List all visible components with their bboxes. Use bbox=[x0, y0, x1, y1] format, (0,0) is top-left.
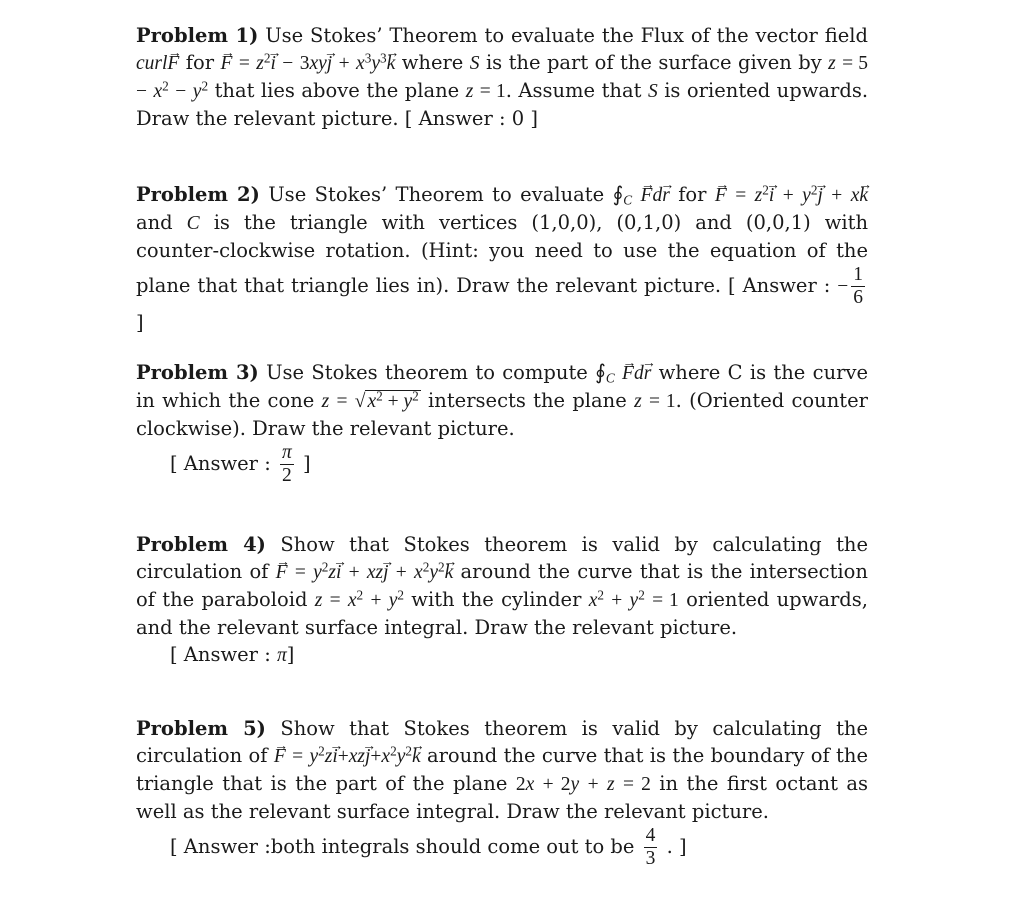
problem-5-title: Problem 5) bbox=[136, 717, 266, 740]
problem-1-text: Use Stokes’ Theorem to evaluate the Flux of the vector field bbox=[265, 24, 869, 47]
problem-4-title: Problem 4) bbox=[136, 533, 266, 556]
problem-4: Problem 4) Show that Stokes theorem is valid by calculating the circulation of → $F = y^2z\to i + xz\to j + x^2y^2\to k$ around the curve that is the intersection of the paraboloid $z = x^2 + y^2$ with the cylinder $x^2 + y^2 = 1$ oriented upwards, and the relevant surface integral. Draw the relevant picture. [ Answer : π] bbox=[136, 531, 868, 669]
problem-2-title: Problem 2) bbox=[136, 183, 260, 206]
problem-1-answer: [ Answer : 0 ] bbox=[404, 107, 538, 130]
problem-3: Problem 3) Use Stokes theorem to compute $∮_C \to Fd\to r$ where C is the curve in which the cone z = √ $x^2 + y^2$ intersects the plane z = 1. (Oriented counter clockwise). Draw the relevant picture. [ Answer : $\frac{\pi}{2}$ ] bbox=[136, 359, 868, 487]
problem-4-answer: [ Answer : π] bbox=[170, 643, 295, 666]
problem-5-answer: [ Answer :both integrals should come out to be $\frac{4}{3}$ . ] bbox=[170, 825, 687, 869]
problem-5: Problem 5) Show that Stokes theorem is valid by calculating the circulation of → $F = y^2z\to i+xz\to j+x^2y^2\to k$ around the curve that is the boundary of the triangle that is the part of the plane 2x + 2y + z = 2 in the first octant as well as the relevant surface integral. Draw the relevant picture. [ Answer :both integrals should come out to be $\frac{4}{3}$ . ] bbox=[136, 715, 868, 870]
problem-3-title: Problem 3) bbox=[136, 361, 259, 384]
problem-2: Problem 2) Use Stokes’ Theorem to evaluate $∮_C \to Fd\to r$ for → $F = z^2\to i + y^2\to j + x\to k$ and C is the triangle with vertices (1,0,0), (0,1,0) and (0,0,1) with counter-clockwise rotation. (Hint: you need to use the equation of the plane that that triangle lies in). Draw the relevant picture. [ Answer : − $\frac{1}{6}$ ] bbox=[136, 181, 868, 336]
answer-fraction: $\frac{4}{3}$ bbox=[645, 825, 656, 869]
problem-3-answer: [ Answer : $\frac{\pi}{2}$ ] bbox=[170, 442, 311, 486]
problem-1: Problem 1) Use Stokes’ Theorem to evaluate the Flux of the vector field curl→ F for → $F = z^2\to i - 3xy\to j + x^3y^3\to k$ where S is the part of the surface given by $z = 5 - x^2 - y^2$ that lies above the plane z = 1. Assume that S is oriented upwards. Draw the relevant picture. [ Answer : 0 ] bbox=[136, 22, 868, 132]
problem-1-title: Problem 1) bbox=[136, 24, 259, 47]
answer-fraction: $\frac{1}{6}$ bbox=[853, 264, 864, 308]
answer-fraction: $\frac{\pi}{2}$ bbox=[281, 442, 292, 486]
problem-2-answer: [ Answer : − $\frac{1}{6}$ ] bbox=[136, 264, 864, 334]
